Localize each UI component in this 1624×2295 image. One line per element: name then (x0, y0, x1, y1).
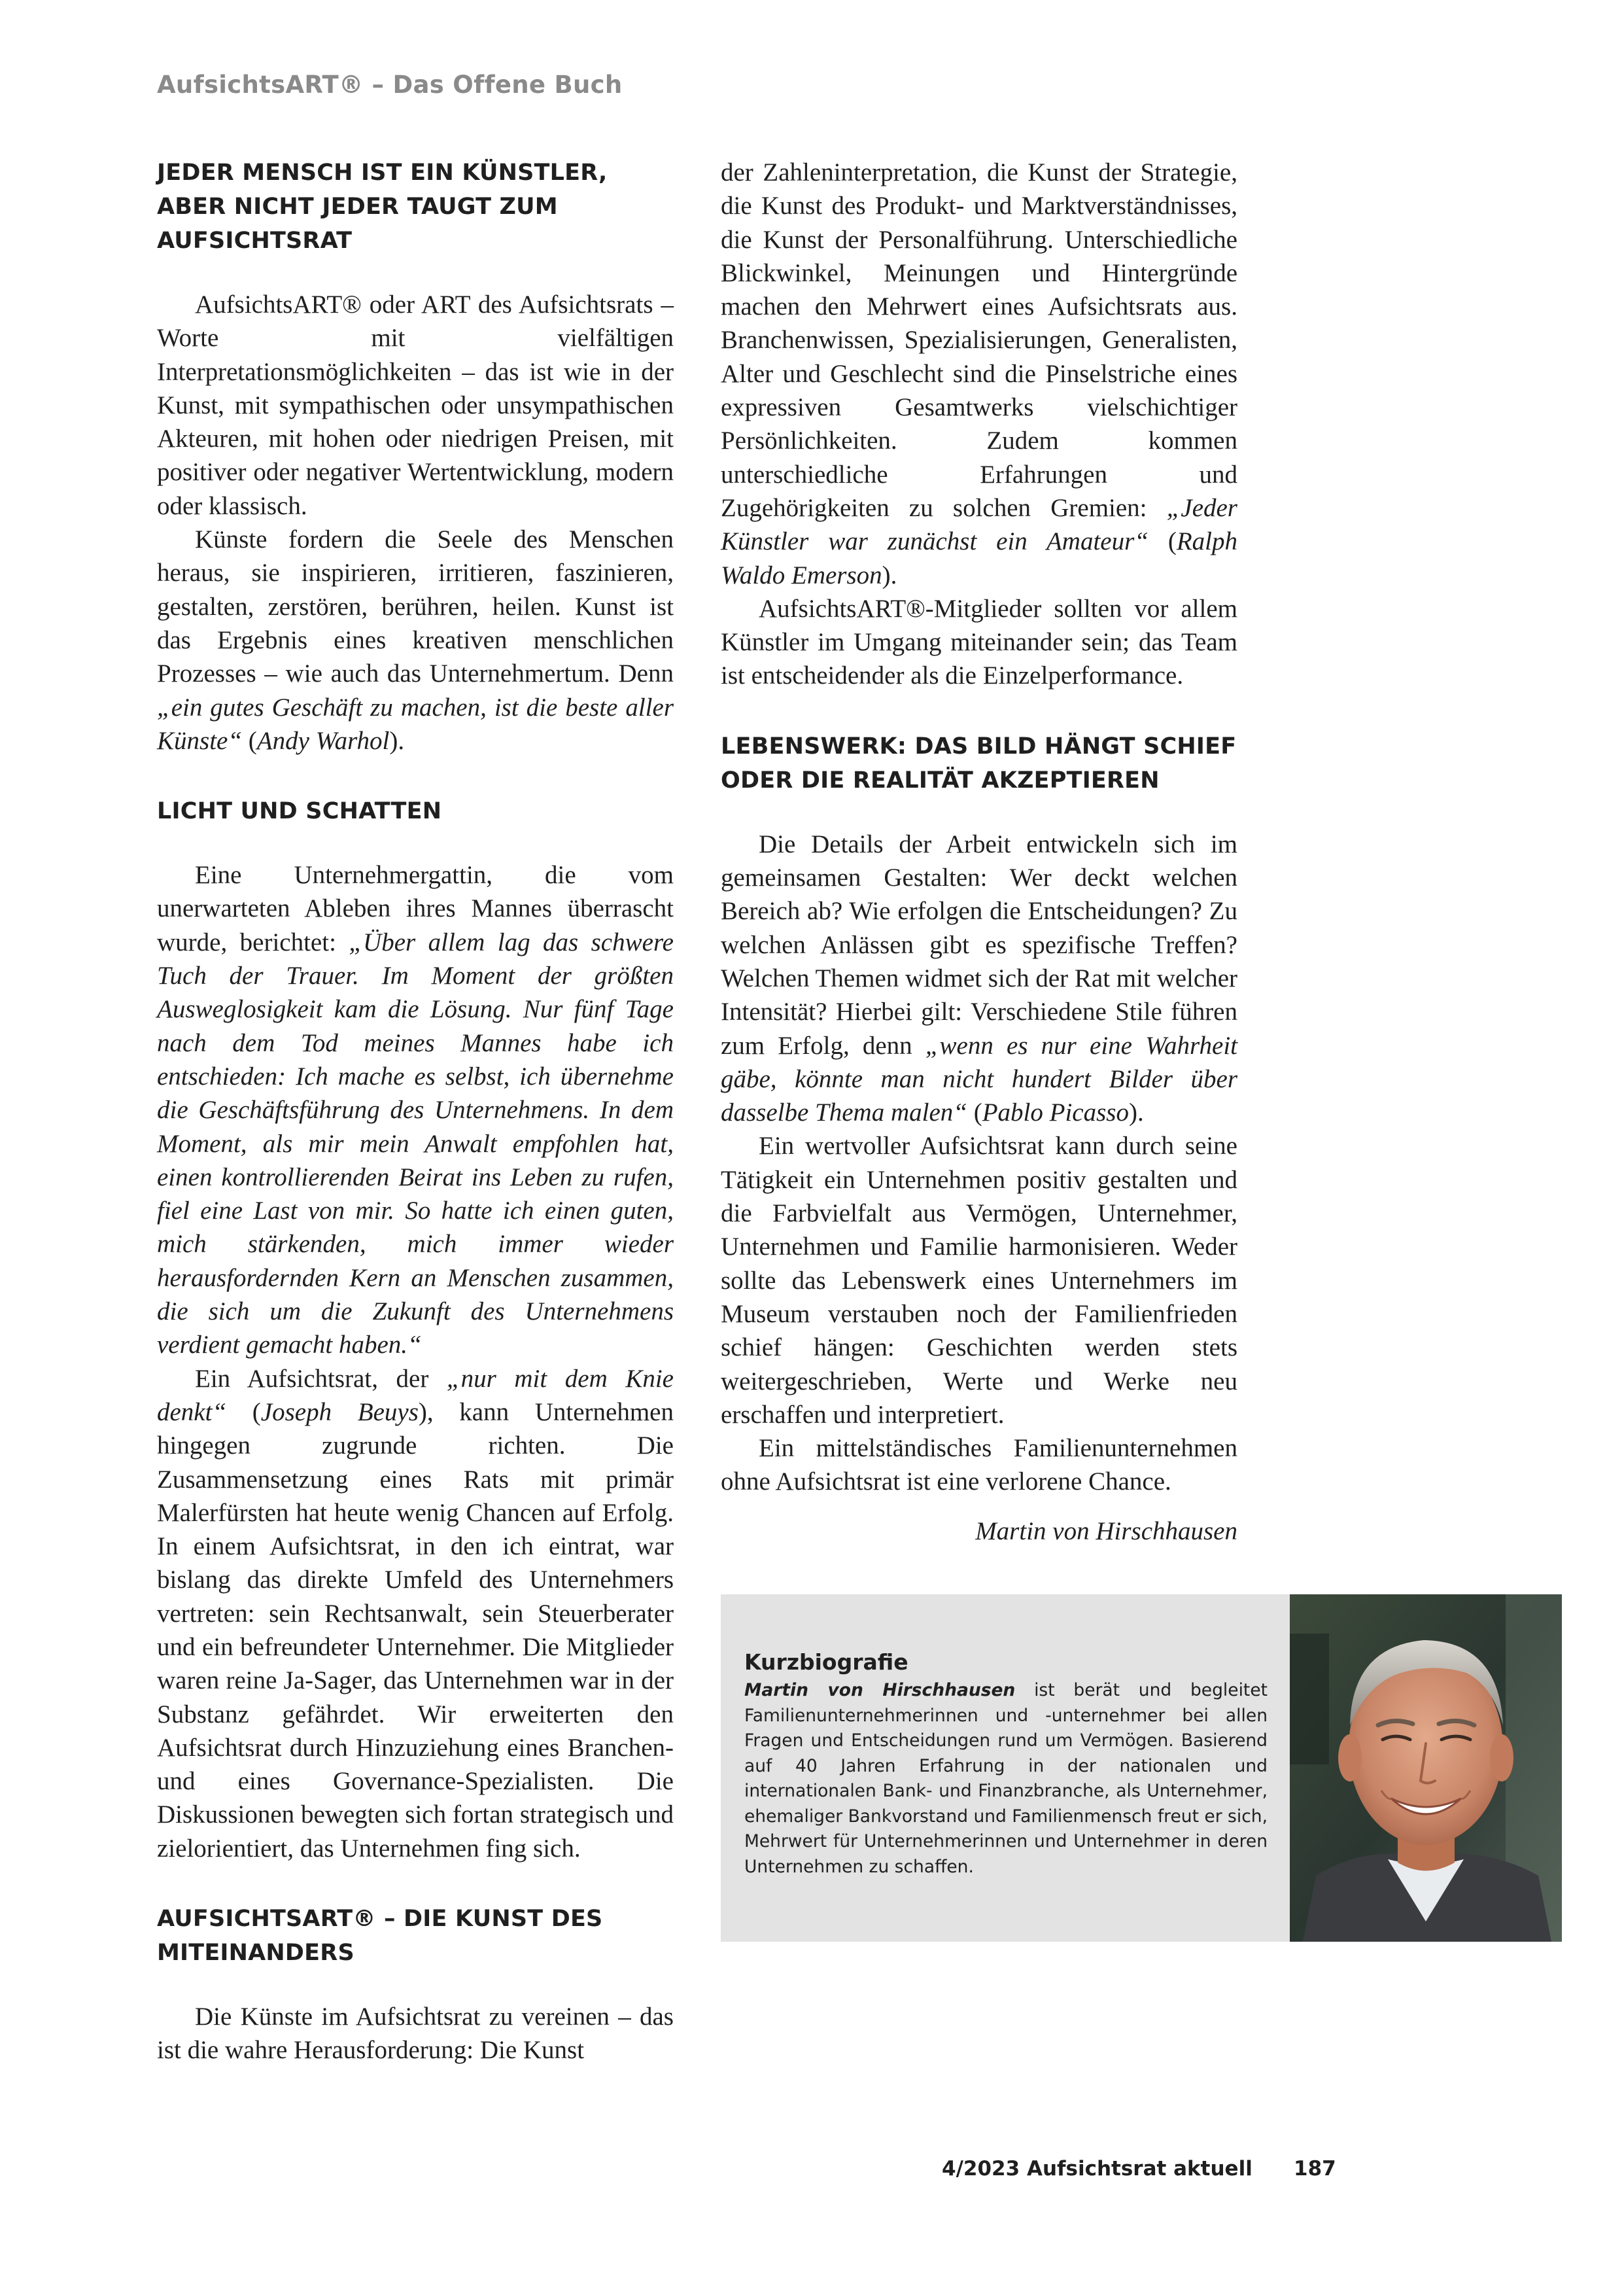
quote-author: Andy Warhol (256, 726, 390, 755)
paragraph (721, 156, 1237, 592)
paragraph: AufsichtsART®-Mitglieder sollten vor allem Künstler im Umgang miteinander sein; das Team ist entscheidender als die Einzelperformance. (721, 594, 1237, 690)
quote: „wenn es nur eine Wahrheit gäbe, könnte man nicht hundert Bilder über dasselbe Thema malen“ (721, 1031, 1237, 1127)
running-title: AufsichtsART® – Das Offene Buch (157, 71, 623, 99)
quote: „Über allem lag das schwere Tuch der Trauer. Im Moment der größten Ausweglosigkeit kam die Lösung. Nur fünf Tage nach dem Tod meines Mannes habe ich entschieden: Ich mache es selbst, ich übernehme die Geschäftsführung des Unternehmens. In dem Moment, als mir mein Anwalt empfohlen hat, einen kontrollierenden Beirat ins Leben zu rufen, fiel eine Last von mir. So hatte ich einen guten, mich stärkenden, mich immer wieder herausfordernden Kern an Menschen zusammen, die sich um die Zukunft des Unternehmens verdient gemacht haben.“ (157, 928, 674, 1359)
paragraph (157, 523, 674, 758)
paragraph-text: ( (242, 726, 257, 755)
paragraph: AufsichtsART® oder ART des Aufsichtsrats – Worte mit vielfältigen Interpretationsmöglichkeiten – das ist wie in der Kunst, mit sympathischen oder unsympathischen Akteuren, mit hohen oder niedrigen Preisen, mit positiver oder negativer Wertentwicklung, modern oder klassisch. (157, 290, 674, 520)
section-heading: JEDER MENSCH IST EIN KÜNSTLER, ABER NICHT JEDER TAUGT ZUM AUFSICHTSRAT (157, 160, 608, 254)
section-heading: LEBENSWERK: DAS BILD HÄNGT SCHIEF ODER DIE REALITÄT AKZEPTIEREN (721, 733, 1237, 794)
paragraph: Die Künste im Aufsichtsrat zu vereinen – das ist die wahre Herausforderung: Die Kunst (157, 2003, 674, 2065)
bio-description: ist berät und begleitet Familienunternehmerinnen und -unternehmer bei allen Fragen und Entscheidungen rund um Vermögen. Basierend auf 40 Jahren Erfahrung in der nationalen und internationalen Bank- und Finanzbranche, als Unternehmer, ehemaliger Bankvorstand und Familienmensch freut er sich, Mehrwert für Unternehmerinnen und Unternehmer in deren Unternehmen zu schaffen. (744, 1680, 1268, 1877)
left-column (157, 156, 674, 2067)
paragraph-text: Ein Aufsichtsrat, der (195, 1364, 447, 1393)
paragraph (157, 1362, 674, 1865)
paragraph-text: ). (882, 561, 897, 589)
bio-title: Kurzbiografie (744, 1649, 908, 1675)
paragraph (157, 858, 674, 1361)
paragraph-text: Künste fordern die Seele des Menschen heraus, sie inspirieren, irritieren, faszinieren, gestalten, zerstören, berühren, heilen. Kunst ist das Ergebnis eines kreativen menschlichen Prozesses – wie auch das Unternehmertum. Denn (157, 525, 674, 688)
bio-box (721, 1594, 1290, 1942)
paragraph: Ein mittelständisches Familienunternehmen ohne Aufsichtsrat ist eine verlorene Chance. (721, 1434, 1237, 1496)
paragraph-text: Die Details der Arbeit entwickeln sich im gemeinsamen Gestalten: Wer deckt welchen Bereich ab? Wie erfolgen die Entscheidungen? Zu welchen Anlässen gibt es spezifische Treffen? Welchen Themen widmet sich der Rat mit welcher Intensität? Hierbei gilt: Verschiedene Stile führen zum Erfolg, denn (721, 830, 1237, 1060)
quote: „Jeder Künstler war zunächst ein Amateur“ (721, 493, 1237, 556)
paragraph-text: ( (1148, 527, 1177, 556)
paragraph (721, 828, 1237, 1130)
quote-author: Ralph Waldo Emerson (721, 527, 1237, 589)
bio-text (744, 1648, 1268, 1880)
paragraph-text: ( (967, 1098, 982, 1127)
author-signature: Martin von Hirschhausen (975, 1516, 1237, 1545)
paragraph: Ein wertvoller Aufsichtsrat kann durch seine Tätigkeit ein Unternehmen positiv gestalten und die Farbvielfalt aus Vermögen, Unternehmer, Unternehmen und Familie harmonisieren. Weder sollte das Lebenswerk eines Unternehmers im Museum verstauben noch der Familienfrieden schief hängen: Geschichten werden stets weitergeschrieben, Werte und Werke neu erschaffen und interpretiert. (721, 1132, 1237, 1429)
page-number: 187 (1294, 2157, 1336, 2181)
paragraph-text: ), kann Unternehmen hingegen zugrunde richten. Die Zusammensetzung eines Rats mit primär Malerfürsten hat heute wenig Chancen auf Erfolg. In einem Aufsichtsrat, in den ich eintrat, war bislang das direkte Umfeld des Unternehmers vertreten: sein Rechtsanwalt, sein Steuerberater und ein befreundeter Unternehmer. Die Mitglieder waren reine Ja-Sager, das Unternehmen war in der Substanz gefährdet. Wir erweiterten den Aufsichtsrat durch Hinzuziehung eines Branchen- und eines Governance-Spezialisten. Die Diskussionen bewegten sich fortan strategisch und zielorientiert, das Unternehmen fing sich. (157, 1397, 674, 1863)
quote: „ein gutes Geschäft zu machen, ist die beste aller Künste“ (157, 693, 674, 755)
section-heading: LICHT UND SCHATTEN (157, 798, 442, 825)
quote: „nur mit dem Knie denkt“ (157, 1364, 674, 1426)
paragraph-text: der Zahleninterpretation, die Kunst der Strategie, die Kunst des Produkt- und Marktverständnisses, die Kunst der Personalführung. Unterschiedliche Blickwinkel, Meinungen und Hintergründe machen den Mehrwert eines Aufsichtsrats aus. Branchenwissen, Spezialisierungen, Generalisten, Alter und Geschlecht sind die Pinselstriche eines expressiven Gesamtwerks vielschichtiger Persönlichkeiten. Zudem kommen unterschiedliche Erfahrungen und Zugehörigkeiten zu solchen Gremien: (721, 158, 1237, 522)
right-column (721, 156, 1237, 1548)
bio-body (744, 1678, 1268, 1880)
paragraph-text: Eine Unternehmergattin, die vom unerwarteten Ableben ihres Mannes überrascht wurde, berichtet: (157, 861, 674, 956)
section-heading: AUFSICHTSART® – DIE KUNST DES MITEINANDERS (157, 1906, 603, 1967)
paragraph-text: ). (389, 726, 405, 755)
quote-author: Pablo Picasso (982, 1098, 1129, 1127)
paragraph-text: ). (1128, 1098, 1144, 1127)
paragraph-text: ( (226, 1397, 261, 1426)
quote-author: Joseph Beuys (260, 1397, 419, 1426)
bio-name: Martin von Hirschhausen (744, 1680, 1016, 1700)
author-portrait (1290, 1594, 1562, 1942)
issue-label: 4/2023 Aufsichtsrat aktuell (942, 2157, 1253, 2181)
